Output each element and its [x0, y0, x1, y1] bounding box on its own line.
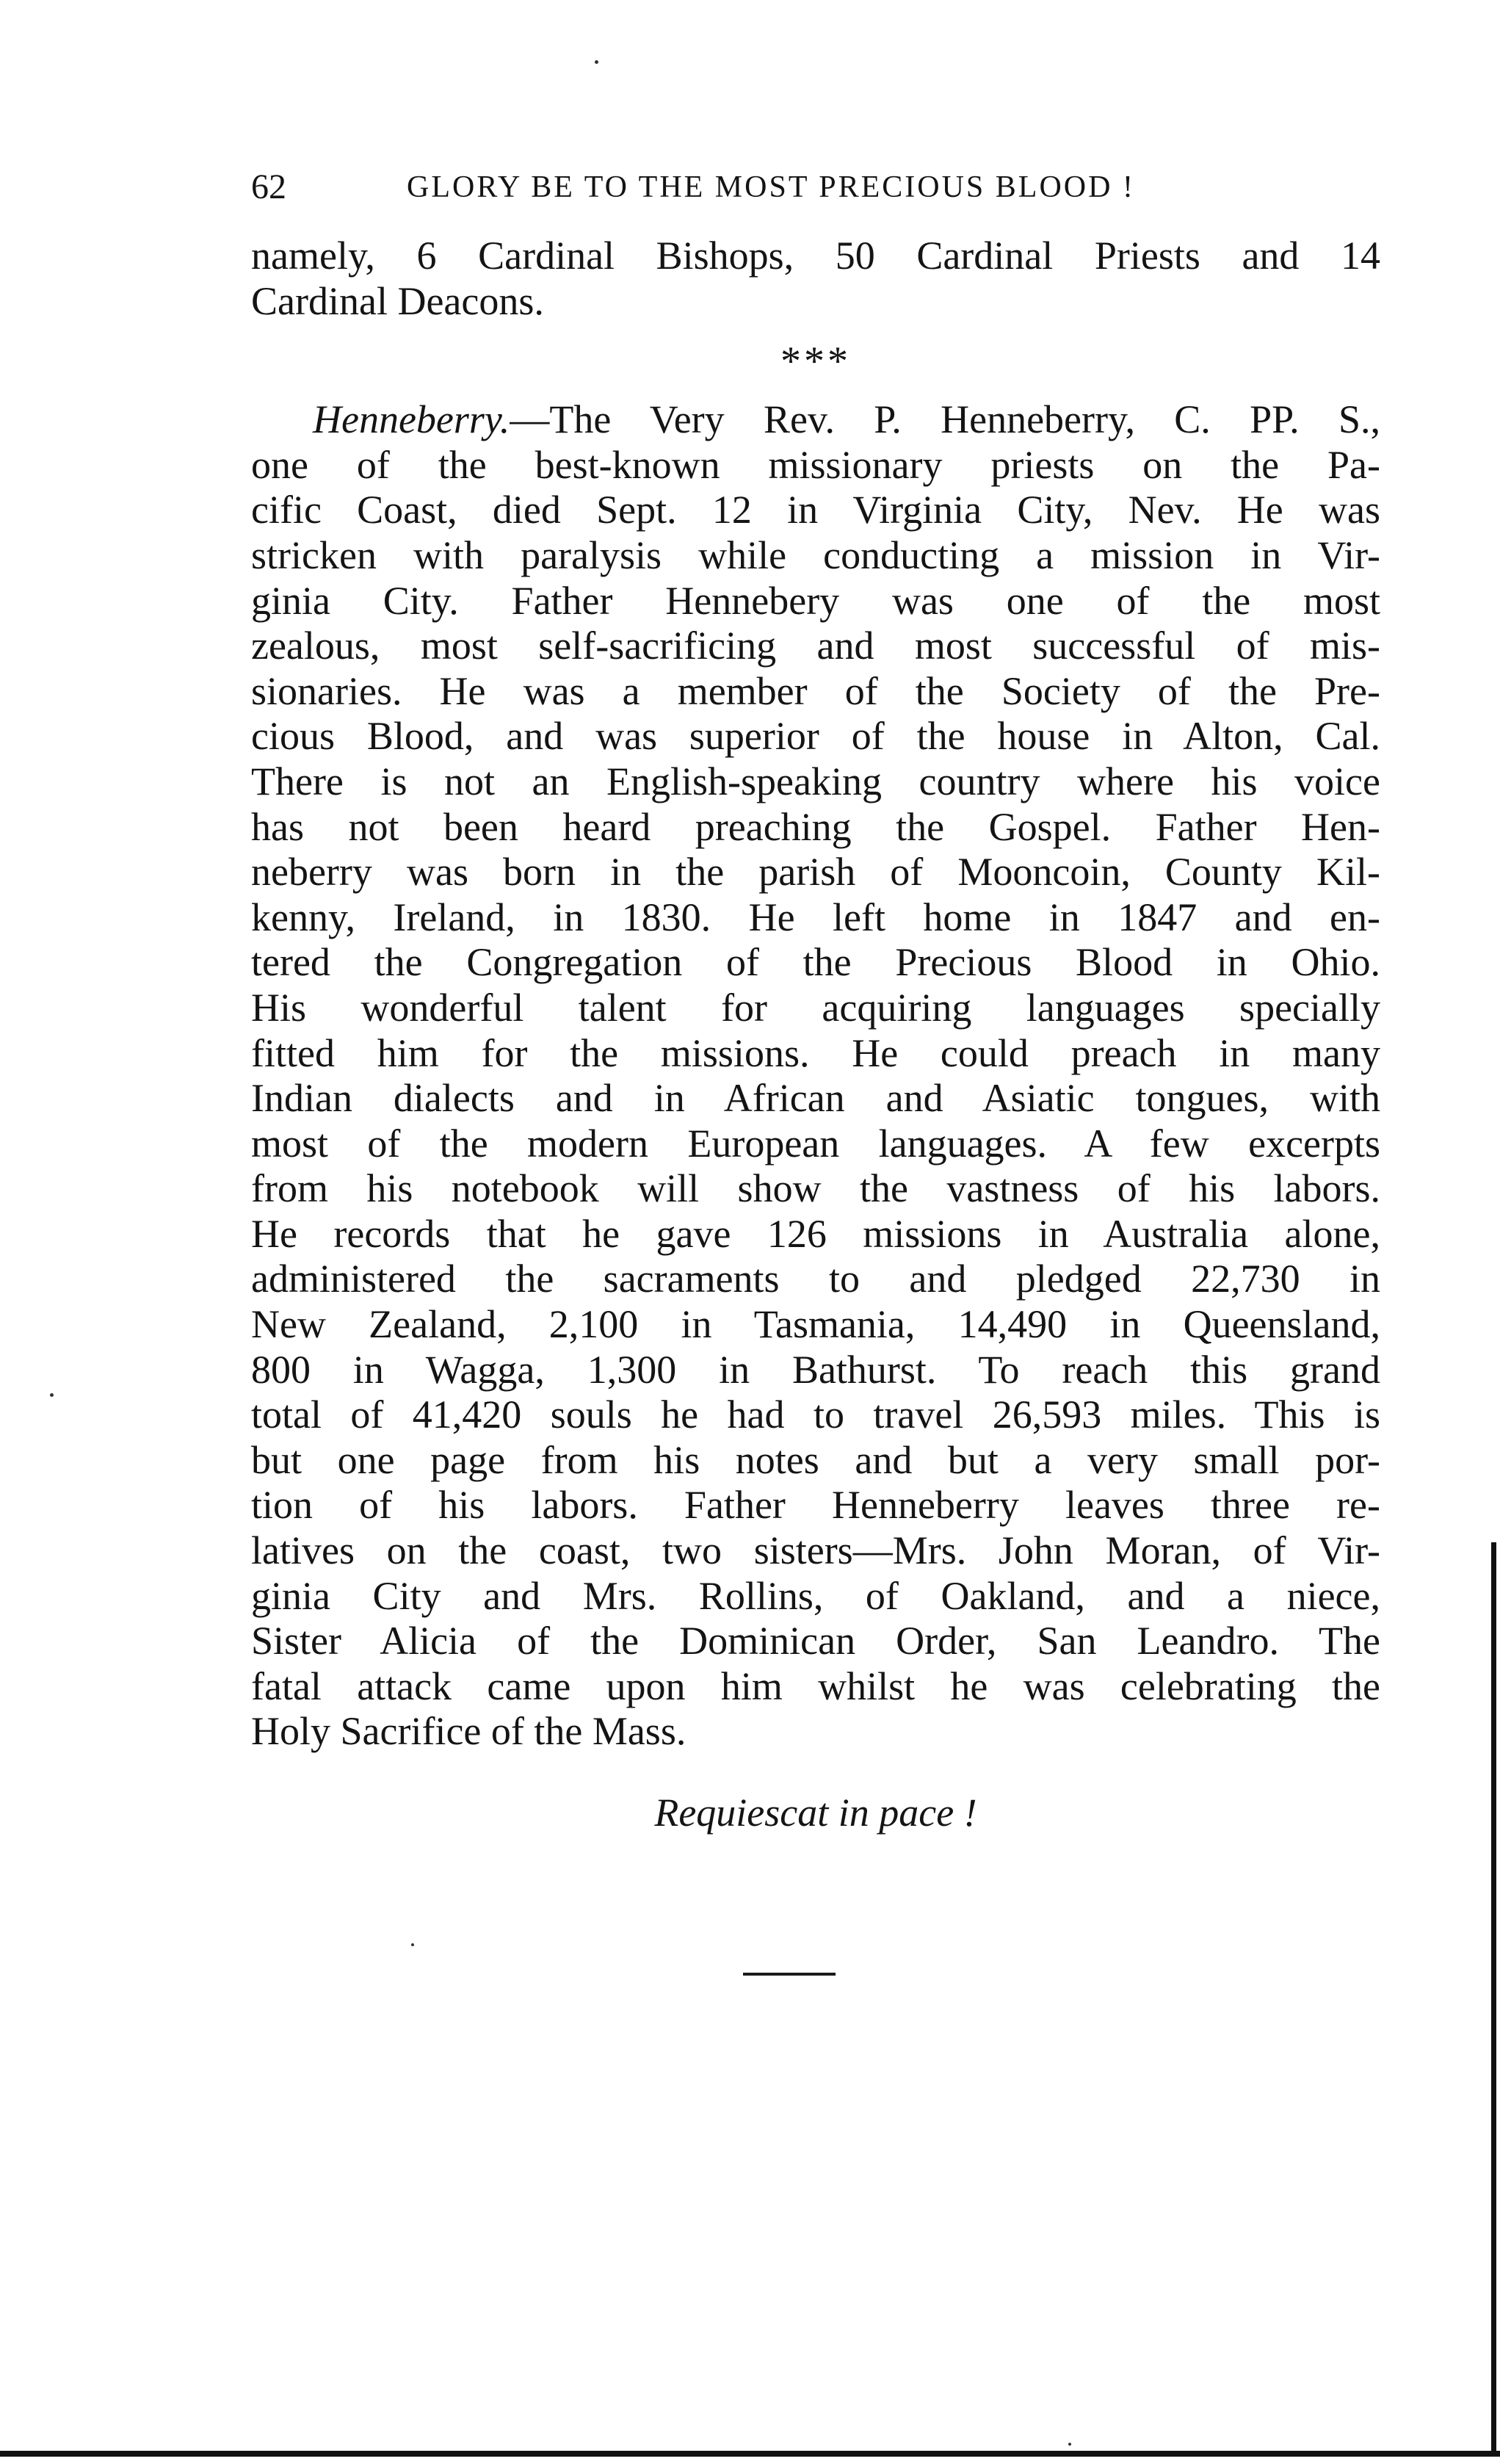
text-line: latives on the coast, two sisters—Mrs. John Moran, of Vir- — [251, 1528, 1380, 1573]
text-line: administered the sacraments to and pledged 22,730 in — [251, 1257, 1380, 1301]
text-line: His wonderful talent for acquiring languages specially — [251, 985, 1380, 1030]
text-line: namely, 6 Cardinal Bishops, 50 Cardinal Priests and 14 — [251, 234, 1380, 278]
obituary-heading: Henneberry. — [313, 397, 510, 442]
page-number: 62 — [251, 167, 286, 206]
scan-speck — [50, 1393, 54, 1397]
page-header — [251, 165, 1220, 209]
text-line: most of the modern European languages. A few excerpts — [251, 1121, 1380, 1166]
scan-speck — [1068, 2443, 1071, 2446]
text-line: New Zealand, 2,100 in Tasmania, 14,490 in Queensland, — [251, 1302, 1380, 1347]
text-line: cific Coast, died Sept. 12 in Virginia City, Nev. He was — [251, 488, 1380, 532]
text-line: neberry was born in the parish of Mooncoin, County Kil- — [251, 850, 1380, 895]
running-title: GLORY BE TO THE MOST PRECIOUS BLOOD ! — [407, 170, 1135, 204]
text-line: but one page from his notes and but a very small por- — [251, 1437, 1380, 1482]
end-rule — [743, 1973, 836, 1976]
asterism-divider: *** — [780, 339, 851, 385]
text-line: 800 in Wagga, 1,300 in Bathurst. To reach this grand — [251, 1347, 1380, 1392]
text-line: from his notebook will show the vastness of his labors. — [251, 1166, 1380, 1211]
obituary-first-line-text: —The Very Rev. P. Henneberry, C. PP. S., — [510, 397, 1380, 442]
text-line: sionaries. He was a member of the Society of the Pre- — [251, 668, 1380, 713]
closing-phrase: Requiescat in pace ! — [654, 1791, 977, 1835]
text-line: has not been heard preaching the Gospel. Father Hen- — [251, 804, 1380, 849]
text-line: Cardinal Deacons. — [251, 278, 544, 323]
text-line: kenny, Ireland, in 1830. He left home in 1847 and en- — [251, 895, 1380, 939]
text-line: fitted him for the missions. He could preach in many — [251, 1030, 1380, 1075]
scan-speck — [411, 1943, 414, 1946]
obituary-first-line — [251, 397, 1380, 443]
scan-edge-bottom — [0, 2451, 1500, 2457]
text-line: one of the best-known missionary priests on the Pa- — [251, 442, 1380, 487]
text-line: total of 41,420 souls he had to travel 26,593 miles. This is — [251, 1392, 1380, 1437]
text-line: ginia City and Mrs. Rollins, of Oakland, and a niece, — [251, 1573, 1380, 1618]
text-line: ginia City. Father Hennebery was one of the most — [251, 578, 1380, 623]
scan-edge-right — [1491, 1542, 1496, 2457]
text-line: tered the Congregation of the Precious Blood in Ohio. — [251, 940, 1380, 985]
body-text — [251, 234, 1380, 1838]
text-line: Holy Sacrifice of the Mass. — [251, 1709, 686, 1754]
scan-speck — [595, 60, 598, 64]
spacer — [251, 1755, 1380, 1787]
text-line: He records that he gave 126 missions in Australia alone, — [251, 1211, 1380, 1256]
text-line: fatal attack came upon him whilst he was celebrating the — [251, 1663, 1380, 1708]
text-line: There is not an English-speaking country where his voice — [251, 759, 1380, 803]
text-line: cious Blood, and was superior of the house in Alton, Cal. — [251, 714, 1380, 759]
text-line: Indian dialects and in African and Asiatic tongues, with — [251, 1076, 1380, 1121]
text-line: Sister Alicia of the Dominican Order, San Leandro. The — [251, 1619, 1380, 1663]
text-line: stricken with paralysis while conducting a mission in Vir- — [251, 532, 1380, 577]
text-line: zealous, most self-sacrificing and most successful of mis- — [251, 624, 1380, 668]
text-line: tion of his labors. Father Henneberry leaves three re- — [251, 1483, 1380, 1528]
